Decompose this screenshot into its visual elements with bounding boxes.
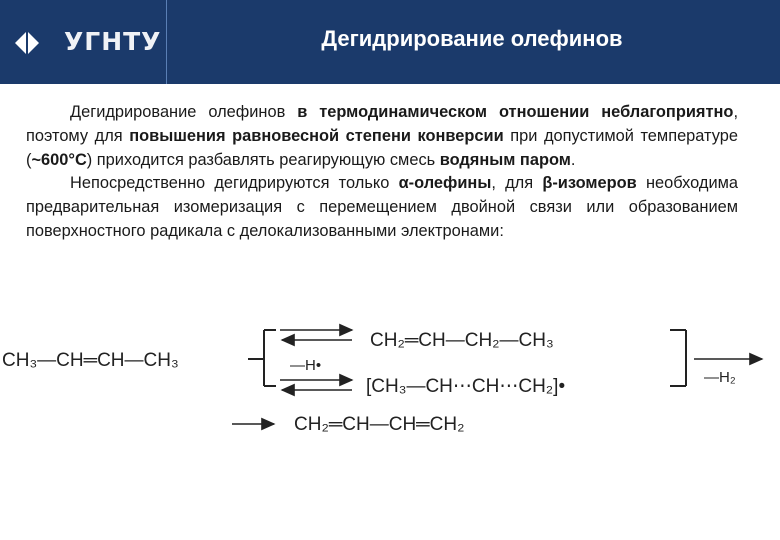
equilibrium-arrows-bottom [280,380,352,390]
reaction-scheme [0,318,780,448]
text-run: ) приходится разбавлять реагирующую смесь [86,150,440,169]
slide-title: Дегидрирование олефинов [321,26,623,51]
university-emblem-icon [12,30,42,56]
bold-run: в термодинамическом отношении неблагоприятно [297,103,734,121]
isomer-product-formula: CH₂═CH—CH₂—CH₃ [370,330,554,351]
text-run: , для [491,174,543,193]
logo-area [0,0,167,84]
bold-run: водяным паром [439,150,571,169]
bold-run: повышения равновесной степени конверсии [129,126,504,145]
equilibrium-arrows-top [280,330,352,340]
paragraph-1 [26,101,738,172]
text-run: Непосредственно дегидрируются только [70,174,399,193]
radical-formula: [CH₃—CH⋯CH⋯CH₂]• [366,376,566,397]
text-run: , поэтому для [26,103,738,145]
text-run: необходима предварительная изомеризация с перемещением двойной связи или образованием поверхностного радикала с делокализованными электронами: [26,174,738,240]
reactant-formula: CH₃—CH═CH—CH₃ [2,350,179,371]
minus-h2-label: —H₂ [704,369,736,386]
bold-run: β-изомеров [542,174,637,193]
header-bar [0,0,780,84]
body-text [26,101,738,244]
branch-bracket [248,330,276,386]
minus-h-label: —H• [290,357,322,374]
diene-product-formula: CH₂═CH—CH═CH₂ [294,414,465,435]
bold-run: α-олефины [398,174,492,193]
text-run: . [570,150,576,169]
bold-run: ~600°С [31,150,87,169]
text-run: при допустимой температуре ( [26,126,738,169]
logo-text: УГНТУ [64,27,162,56]
text-run: Дегидрирование олефинов [70,103,298,121]
paragraph-2 [26,172,738,243]
